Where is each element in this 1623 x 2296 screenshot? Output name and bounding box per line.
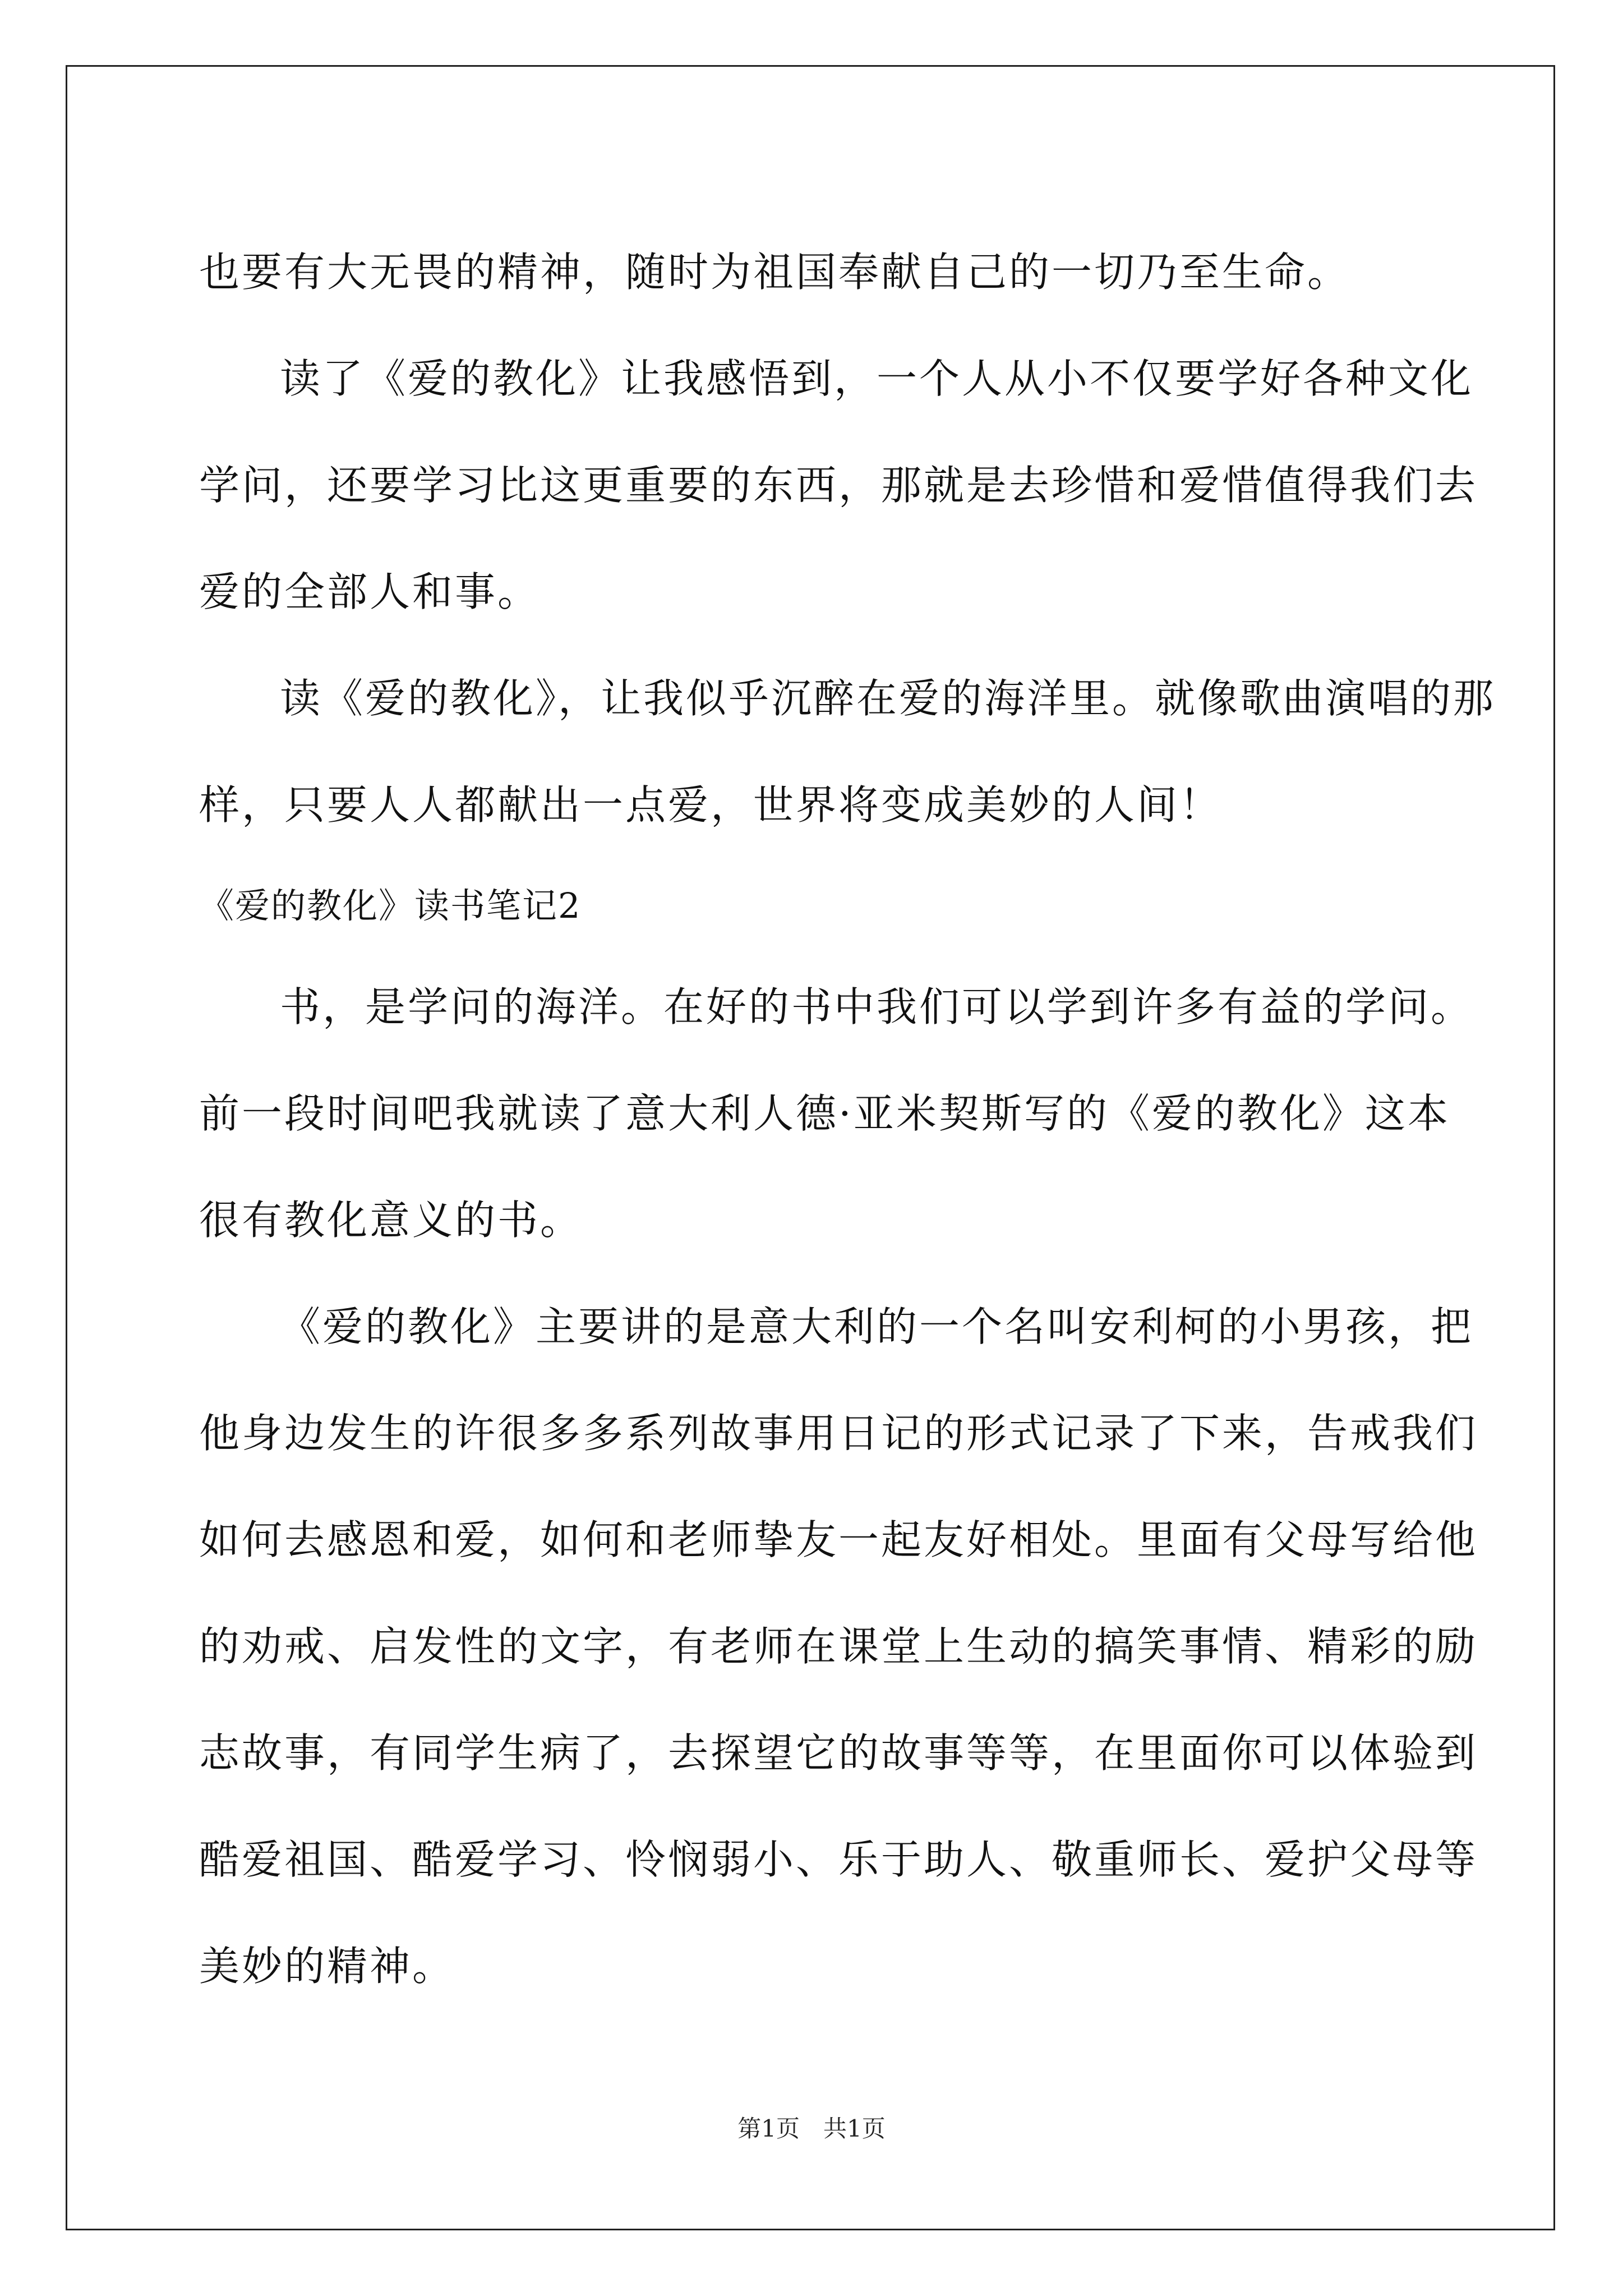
document-body	[199, 219, 1496, 2019]
paragraph-line: 酷爱祖国、酷爱学习、怜悯弱小、乐于助人、敬重师长、爱护父母等	[199, 1836, 1478, 1883]
paragraph-line: 美妙的精神。	[199, 1943, 455, 1990]
paragraph-line: 也要有大无畏的精神，随时为祖国奉献自己的一切乃至生命。	[199, 249, 1350, 296]
paragraph-line: 如何去感恩和爱，如何和老师挚友一起友好相处。里面有父母写给他	[199, 1516, 1478, 1563]
paragraph-line: 很有教化意义的书。	[199, 1197, 583, 1244]
paragraph-line: 读了《爱的教化》让我感悟到，一个人从小不仅要学好各种文化	[280, 355, 1474, 402]
paragraph-line: 书，是学问的海洋。在好的书中我们可以学到许多有益的学问。	[280, 983, 1474, 1030]
paragraph-line: 的劝戒、启发性的文字，有老师在课堂上生动的搞笑事情、精彩的励	[199, 1623, 1478, 1670]
paragraph-line: 读《爱的教化》，让我似乎沉醉在爱的海洋里。就像歌曲演唱的那	[280, 675, 1496, 722]
paragraph-line: 他身边发生的许很多多系列故事用日记的形式记录了下来，告戒我们	[199, 1410, 1478, 1457]
page-footer: 第1页 共1页	[737, 2115, 886, 2142]
section-heading: 《爱的教化》读书笔记2	[199, 885, 582, 926]
paragraph-line: 学问，还要学习比这更重要的东西，那就是去珍惜和爱惜值得我们去	[199, 462, 1478, 509]
paragraph-line: 志故事，有同学生病了，去探望它的故事等等，在里面你可以体验到	[199, 1729, 1478, 1777]
paragraph-line: 爱的全部人和事。	[199, 568, 541, 615]
paragraph-line: 样，只要人人都献出一点爱，世界将变成美妙的人间！	[199, 781, 1223, 829]
paragraph-line: 《爱的教化》主要讲的是意大利的一个名叫安利柯的小男孩，把	[280, 1303, 1474, 1350]
paragraph-line: 前一段时间吧我就读了意大利人德·亚米契斯写的《爱的教化》这本	[199, 1090, 1450, 1137]
